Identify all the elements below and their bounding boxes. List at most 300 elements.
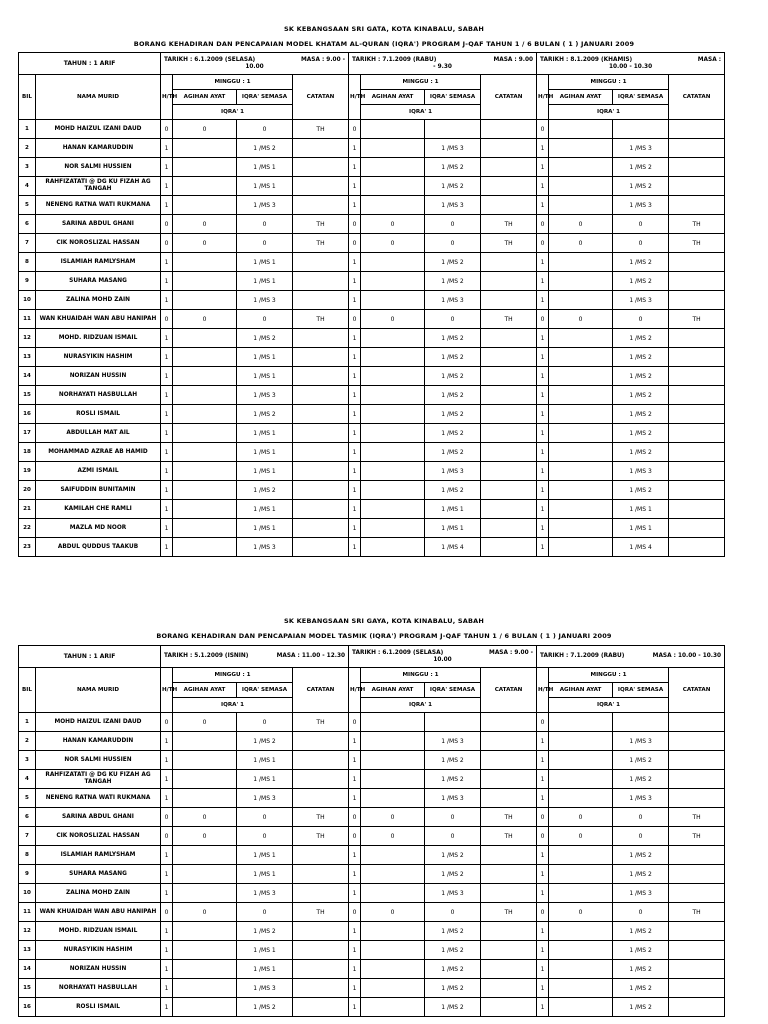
attendance-cell: 0 xyxy=(161,713,173,732)
catatan-cell xyxy=(293,367,349,386)
attendance-cell: 1 xyxy=(161,979,173,998)
attendance-cell: 1 xyxy=(161,367,173,386)
table-row xyxy=(19,329,725,348)
table-row xyxy=(19,310,725,329)
iqra-semasa-cell: 1 /MS 2 xyxy=(613,405,669,424)
attendance-cell: 1 xyxy=(349,253,361,272)
catatan-cell xyxy=(481,979,537,998)
agihan-cell: 0 xyxy=(549,310,613,329)
catatan-cell xyxy=(481,424,537,443)
agihan-cell xyxy=(173,500,237,519)
catatan-cell xyxy=(293,177,349,196)
attendance-cell: 1 xyxy=(161,348,173,367)
attendance-cell: 1 xyxy=(349,979,361,998)
iqra-semasa-cell: 1 /MS 4 xyxy=(425,538,481,557)
iqra-semasa-cell: 1 /MS 3 xyxy=(613,789,669,808)
attendance-cell: 1 xyxy=(349,884,361,903)
attendance-cell: 1 xyxy=(537,405,549,424)
attendance-cell: 1 xyxy=(161,941,173,960)
iqra-level-header: IQRA' 1 xyxy=(173,698,293,713)
school-title: SK KEBANGSAAN SRI GATA, KOTA KINABALU, SABAH xyxy=(284,25,484,33)
agihan-cell xyxy=(361,348,425,367)
catatan-cell xyxy=(293,922,349,941)
iqra-semasa-cell: 1 /MS 1 xyxy=(237,751,293,770)
attendance-cell: 1 xyxy=(161,519,173,538)
iqra-semasa-cell: 1 /MS 1 xyxy=(425,519,481,538)
bil-header: BIL xyxy=(19,668,36,713)
agihan-cell xyxy=(361,291,425,310)
attendance-cell: 1 xyxy=(537,960,549,979)
attendance-cell: 1 xyxy=(349,846,361,865)
attendance-cell: 1 xyxy=(349,960,361,979)
agihan-cell xyxy=(361,120,425,139)
row-number: 17 xyxy=(19,424,36,443)
row-number: 15 xyxy=(19,386,36,405)
catatan-header: CATATAN xyxy=(481,75,537,120)
agihan-cell xyxy=(173,272,237,291)
iqra-semasa-cell: 1 /MS 2 xyxy=(425,770,481,789)
attendance-cell: 1 xyxy=(161,291,173,310)
iqra-semasa-cell: 1 /MS 3 xyxy=(425,789,481,808)
student-name: NORHAYATI HASBULLAH xyxy=(36,979,161,998)
iqra-semasa-cell: 1 /MS 2 xyxy=(613,846,669,865)
agihan-cell xyxy=(549,329,613,348)
agihan-cell: 0 xyxy=(549,234,613,253)
iqra-semasa-cell: 1 /MS 2 xyxy=(425,158,481,177)
agihan-cell xyxy=(173,884,237,903)
student-name: SUHARA MASANG xyxy=(36,865,161,884)
agihan-cell xyxy=(549,348,613,367)
attendance-cell: 1 xyxy=(537,979,549,998)
attendance-cell: 1 xyxy=(537,196,549,215)
attendance-cell: 1 xyxy=(537,348,549,367)
table-row xyxy=(19,808,725,827)
catatan-cell xyxy=(669,884,725,903)
attendance-cell: 1 xyxy=(537,367,549,386)
catatan-cell xyxy=(481,405,537,424)
day-header xyxy=(537,53,725,75)
student-name: ABDULLAH MAT AIL xyxy=(36,424,161,443)
row-number: 7 xyxy=(19,234,36,253)
agihan-cell xyxy=(549,770,613,789)
iqra-semasa-cell: 1 /MS 1 xyxy=(237,253,293,272)
attendance-cell: 1 xyxy=(537,846,549,865)
table-row xyxy=(19,789,725,808)
iqra-semasa-cell: 1 /MS 2 xyxy=(613,979,669,998)
attendance-cell: 1 xyxy=(161,481,173,500)
catatan-cell xyxy=(481,922,537,941)
attendance-cell: 1 xyxy=(537,462,549,481)
iqra-semasa-cell: 1 /MS 2 xyxy=(425,979,481,998)
catatan-header: CATATAN xyxy=(293,668,349,713)
iqra-semasa-cell: 1 /MS 1 xyxy=(237,519,293,538)
attendance-cell: 1 xyxy=(537,519,549,538)
agihan-cell xyxy=(549,941,613,960)
attendance-cell: 0 xyxy=(161,903,173,922)
student-name: ISLAMIAH RAMLYSHAM xyxy=(36,846,161,865)
attendance-cell: 1 xyxy=(349,998,361,1017)
school-title: SK KEBANGSAAN SRI GAYA, KOTA KINABALU, SABAH xyxy=(283,617,484,625)
agihan-cell xyxy=(361,177,425,196)
iqra-semasa-cell: 1 /MS 2 xyxy=(425,177,481,196)
student-name: HANAN KAMARUDDIN xyxy=(36,139,161,158)
catatan-cell xyxy=(669,979,725,998)
attendance-cell: 1 xyxy=(537,538,549,557)
table-row xyxy=(19,941,725,960)
iqra-semasa-cell: 0 xyxy=(425,234,481,253)
catatan-cell xyxy=(481,751,537,770)
day-date: TARIKH : 6.1.2009 (SELASA) xyxy=(164,56,256,63)
agihan-cell: 0 xyxy=(361,234,425,253)
day-date: TARIKH : 7.1.2009 (RABU) xyxy=(540,653,625,659)
catatan-cell: TH xyxy=(481,215,537,234)
agihan-cell xyxy=(173,538,237,557)
catatan-cell xyxy=(481,481,537,500)
agihan-cell: 0 xyxy=(173,120,237,139)
iqra-semasa-cell: 1 /MS 2 xyxy=(613,424,669,443)
agihan-cell xyxy=(549,443,613,462)
attendance-cell: 0 xyxy=(349,713,361,732)
agihan-cell xyxy=(549,865,613,884)
student-name: MOHD HAIZUL IZANI DAUD xyxy=(36,713,161,732)
agihan-cell xyxy=(173,960,237,979)
iqra-semasa-cell: 0 xyxy=(613,808,669,827)
agihan-cell: 0 xyxy=(549,215,613,234)
agihan-cell xyxy=(173,789,237,808)
iqra-semasa-cell: 1 /MS 1 xyxy=(237,424,293,443)
day-time: MASA : 9.00 - xyxy=(301,56,346,63)
student-name: NORIZAN HUSSIN xyxy=(36,960,161,979)
row-number: 1 xyxy=(19,120,36,139)
iqra-semasa-cell: 1 /MS 2 xyxy=(425,424,481,443)
student-name: CIK NOROSLIZAL HASSAN xyxy=(36,827,161,846)
iqra-semasa-cell xyxy=(613,120,669,139)
catatan-cell xyxy=(481,519,537,538)
table-row xyxy=(19,481,725,500)
catatan-cell xyxy=(293,770,349,789)
catatan-cell: TH xyxy=(481,310,537,329)
iqra-semasa-cell: 1 /MS 1 xyxy=(237,462,293,481)
minggu-header: MINGGU : 1 xyxy=(361,75,481,90)
attendance-cell: 1 xyxy=(161,139,173,158)
catatan-cell: TH xyxy=(669,310,725,329)
catatan-cell xyxy=(669,329,725,348)
catatan-cell xyxy=(669,732,725,751)
attendance-cell: 1 xyxy=(161,770,173,789)
catatan-cell xyxy=(293,481,349,500)
attendance-cell: 0 xyxy=(349,827,361,846)
iqra-semasa-cell: 1 /MS 2 xyxy=(613,272,669,291)
iqra-semasa-cell: 1 /MS 2 xyxy=(425,960,481,979)
ht-header: H/TH xyxy=(349,668,361,713)
bil-header: BIL xyxy=(19,75,36,120)
catatan-cell xyxy=(669,139,725,158)
iqra-level-header: IQRA' 1 xyxy=(549,105,669,120)
row-number: 14 xyxy=(19,367,36,386)
iqra-semasa-cell: 1 /MS 1 xyxy=(237,272,293,291)
catatan-cell xyxy=(481,177,537,196)
attendance-cell: 1 xyxy=(349,519,361,538)
agihan-cell xyxy=(173,329,237,348)
catatan-cell xyxy=(293,329,349,348)
agihan-cell: 0 xyxy=(361,215,425,234)
student-name: KAMILAH CHE RAMLI xyxy=(36,500,161,519)
student-name: MOHD HAIZUL IZANI DAUD xyxy=(36,120,161,139)
catatan-cell xyxy=(293,732,349,751)
attendance-cell: 1 xyxy=(537,884,549,903)
iqra-semasa-cell: 0 xyxy=(613,234,669,253)
catatan-cell xyxy=(669,960,725,979)
agihan-cell xyxy=(549,367,613,386)
attendance-cell: 0 xyxy=(349,234,361,253)
row-number: 11 xyxy=(19,903,36,922)
attendance-cell: 1 xyxy=(537,770,549,789)
attendance-cell: 1 xyxy=(161,253,173,272)
iqra-semasa-cell: 0 xyxy=(237,827,293,846)
iqra-semasa-cell: 1 /MS 2 xyxy=(425,865,481,884)
catatan-cell xyxy=(669,424,725,443)
day-time-cont: 10.00 xyxy=(245,63,264,70)
agihan-cell xyxy=(173,158,237,177)
student-name: NURASYIKIN HASHIM xyxy=(36,941,161,960)
iqra-semasa-cell: 1 /MS 1 xyxy=(613,500,669,519)
iqra-semasa-cell: 0 xyxy=(237,234,293,253)
agihan-cell xyxy=(361,462,425,481)
attendance-cell: 1 xyxy=(349,941,361,960)
agihan-cell xyxy=(549,462,613,481)
iqra-semasa-cell: 0 xyxy=(237,120,293,139)
iqra-semasa-cell: 1 /MS 2 xyxy=(613,960,669,979)
day-time-cont: 10.00 xyxy=(433,656,452,663)
catatan-cell: TH xyxy=(293,310,349,329)
agihan-cell xyxy=(361,424,425,443)
catatan-cell xyxy=(669,713,725,732)
student-name: ROSLI ISMAIL xyxy=(36,405,161,424)
row-number: 12 xyxy=(19,922,36,941)
catatan-cell xyxy=(669,789,725,808)
agihan-cell xyxy=(549,519,613,538)
agihan-cell xyxy=(361,253,425,272)
catatan-cell xyxy=(481,941,537,960)
attendance-cell: 1 xyxy=(161,538,173,557)
iqra-semasa-cell: 1 /MS 2 xyxy=(613,751,669,770)
iqra-semasa-cell: 1 /MS 3 xyxy=(425,139,481,158)
iqra-semasa-cell xyxy=(425,120,481,139)
attendance-cell: 1 xyxy=(537,922,549,941)
attendance-cell: 0 xyxy=(537,310,549,329)
catatan-cell xyxy=(293,348,349,367)
day-date: TARIKH : 5.1.2009 (ISNIN) xyxy=(164,653,249,659)
minggu-header: MINGGU : 1 xyxy=(361,668,481,683)
minggu-header: MINGGU : 1 xyxy=(173,668,293,683)
iqra-level-header: IQRA' 1 xyxy=(173,105,293,120)
agihan-cell xyxy=(173,291,237,310)
agihan-cell xyxy=(549,979,613,998)
catatan-cell: TH xyxy=(293,234,349,253)
catatan-cell xyxy=(293,462,349,481)
iqra-semasa-cell: 0 xyxy=(613,310,669,329)
attendance-cell: 1 xyxy=(161,884,173,903)
attendance-cell: 1 xyxy=(349,481,361,500)
agihan-cell: 0 xyxy=(173,310,237,329)
agihan-cell xyxy=(549,846,613,865)
agihan-cell xyxy=(361,196,425,215)
catatan-cell: TH xyxy=(293,903,349,922)
row-number: 9 xyxy=(19,865,36,884)
agihan-cell: 0 xyxy=(173,827,237,846)
catatan-cell xyxy=(481,500,537,519)
agihan-cell xyxy=(173,979,237,998)
attendance-cell: 1 xyxy=(349,386,361,405)
class-label: TAHUN : 1 ARIF xyxy=(19,646,161,668)
attendance-cell: 1 xyxy=(349,424,361,443)
catatan-cell xyxy=(669,272,725,291)
iqra-semasa-cell: 1 /MS 1 xyxy=(237,846,293,865)
attendance-cell: 0 xyxy=(537,903,549,922)
nama-header: NAMA MURID xyxy=(36,668,161,713)
attendance-cell: 1 xyxy=(537,941,549,960)
row-number: 12 xyxy=(19,329,36,348)
catatan-cell xyxy=(293,253,349,272)
attendance-cell: 1 xyxy=(537,386,549,405)
catatan-cell xyxy=(669,500,725,519)
catatan-cell xyxy=(293,139,349,158)
student-name: SARINA ABDUL GHANI xyxy=(36,215,161,234)
catatan-cell xyxy=(293,979,349,998)
iqra-semasa-cell: 0 xyxy=(613,215,669,234)
catatan-cell xyxy=(481,139,537,158)
agihan-cell: 0 xyxy=(361,903,425,922)
agihan-cell xyxy=(549,500,613,519)
catatan-cell xyxy=(481,538,537,557)
attendance-cell: 0 xyxy=(537,713,549,732)
attendance-cell: 1 xyxy=(349,177,361,196)
iqra-semasa-cell: 0 xyxy=(237,310,293,329)
catatan-cell xyxy=(293,538,349,557)
catatan-cell: TH xyxy=(293,120,349,139)
attendance-cell: 1 xyxy=(349,196,361,215)
agihan-cell xyxy=(173,998,237,1017)
student-name: HANAN KAMARUDDIN xyxy=(36,732,161,751)
agihan-cell xyxy=(173,481,237,500)
agihan-cell xyxy=(361,481,425,500)
agihan-cell xyxy=(173,253,237,272)
catatan-cell xyxy=(481,348,537,367)
student-name: NORHAYATI HASBULLAH xyxy=(36,386,161,405)
row-number: 22 xyxy=(19,519,36,538)
iqra-semasa-cell: 1 /MS 2 xyxy=(425,405,481,424)
table-row xyxy=(19,846,725,865)
iqra-semasa-cell: 1 /MS 2 xyxy=(237,139,293,158)
iqra-semasa-cell: 1 /MS 2 xyxy=(613,865,669,884)
catatan-cell xyxy=(669,405,725,424)
catatan-cell xyxy=(669,922,725,941)
agihan-cell xyxy=(173,443,237,462)
catatan-cell xyxy=(293,865,349,884)
iqra-semasa-cell: 1 /MS 2 xyxy=(613,770,669,789)
catatan-cell xyxy=(293,405,349,424)
catatan-cell xyxy=(481,960,537,979)
student-name: SUHARA MASANG xyxy=(36,272,161,291)
agihan-header: AGIHAN AYAT xyxy=(361,90,425,105)
catatan-cell xyxy=(669,481,725,500)
catatan-cell xyxy=(669,846,725,865)
attendance-cell: 1 xyxy=(537,158,549,177)
attendance-cell: 1 xyxy=(161,443,173,462)
day-time: MASA : 9.00 xyxy=(493,56,534,63)
attendance-cell: 1 xyxy=(349,329,361,348)
catatan-cell xyxy=(293,424,349,443)
attendance-cell: 1 xyxy=(161,424,173,443)
agihan-cell: 0 xyxy=(549,827,613,846)
iqra-semasa-cell: 1 /MS 4 xyxy=(613,538,669,557)
agihan-cell xyxy=(173,922,237,941)
row-number: 18 xyxy=(19,443,36,462)
student-name: ABDUL QUDDUS TAAKUB xyxy=(36,538,161,557)
agihan-cell xyxy=(173,405,237,424)
attendance-cell: 0 xyxy=(349,903,361,922)
attendance-cell: 1 xyxy=(537,789,549,808)
iqra-semasa-cell: 1 /MS 3 xyxy=(613,139,669,158)
catatan-cell xyxy=(481,386,537,405)
agihan-cell xyxy=(361,846,425,865)
iqra-semasa-cell: 1 /MS 2 xyxy=(237,732,293,751)
attendance-cell: 1 xyxy=(349,139,361,158)
table-row xyxy=(19,732,725,751)
agihan-header: AGIHAN AYAT xyxy=(549,683,613,698)
agihan-cell xyxy=(173,770,237,789)
attendance-cell: 1 xyxy=(537,998,549,1017)
agihan-cell xyxy=(361,751,425,770)
attendance-cell: 1 xyxy=(161,272,173,291)
row-number: 8 xyxy=(19,253,36,272)
agihan-cell xyxy=(173,732,237,751)
agihan-header: AGIHAN AYAT xyxy=(361,683,425,698)
agihan-cell xyxy=(549,272,613,291)
attendance-cell: 0 xyxy=(349,808,361,827)
attendance-cell: 1 xyxy=(537,424,549,443)
iqra-semasa-cell: 1 /MS 3 xyxy=(613,732,669,751)
iqra-level-header: IQRA' 1 xyxy=(361,105,481,120)
iqra-semasa-cell: 1 /MS 2 xyxy=(425,386,481,405)
table-row xyxy=(19,713,725,732)
student-name: WAN KHUAIDAH WAN ABU HANIPAH xyxy=(36,903,161,922)
iqra-semasa-cell: 1 /MS 2 xyxy=(425,481,481,500)
attendance-cell: 1 xyxy=(537,272,549,291)
iqra-semasa-cell: 1 /MS 1 xyxy=(237,367,293,386)
minggu-header: MINGGU : 1 xyxy=(549,75,669,90)
catatan-cell: TH xyxy=(481,827,537,846)
catatan-cell xyxy=(481,367,537,386)
catatan-cell xyxy=(293,751,349,770)
iqra-semasa-cell: 1 /MS 1 xyxy=(613,519,669,538)
attendance-cell: 1 xyxy=(161,196,173,215)
iqra-semasa-cell: 1 /MS 2 xyxy=(613,329,669,348)
iqra-semasa-cell: 0 xyxy=(425,827,481,846)
table-row xyxy=(19,903,725,922)
iqra-semasa-cell: 1 /MS 3 xyxy=(237,789,293,808)
iqra-semasa-cell: 1 /MS 2 xyxy=(425,846,481,865)
row-number: 23 xyxy=(19,538,36,557)
table-row xyxy=(19,960,725,979)
catatan-cell xyxy=(293,443,349,462)
catatan-cell xyxy=(293,941,349,960)
agihan-cell xyxy=(361,789,425,808)
catatan-cell xyxy=(481,291,537,310)
catatan-cell: TH xyxy=(669,903,725,922)
catatan-cell xyxy=(293,846,349,865)
iqra-semasa-cell: 1 /MS 1 xyxy=(237,960,293,979)
